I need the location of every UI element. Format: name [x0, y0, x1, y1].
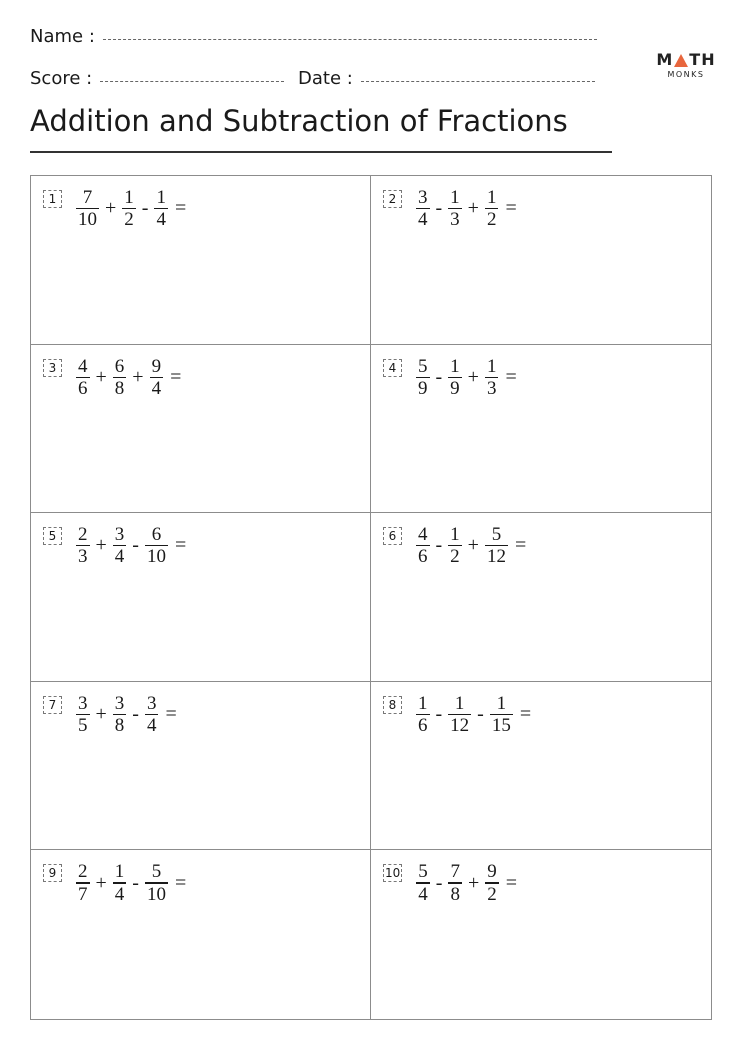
numerator: 1 [486, 355, 497, 377]
denominator: 2 [450, 546, 460, 568]
fraction [122, 188, 136, 229]
operator: - [477, 702, 484, 725]
numerator: 6 [151, 524, 162, 546]
denominator: 8 [114, 377, 125, 399]
problem-expression [43, 357, 181, 398]
numerator: 2 [78, 524, 88, 546]
operator: + [95, 871, 107, 894]
fraction [416, 188, 430, 229]
fraction [113, 525, 127, 566]
operator: - [435, 365, 443, 388]
numerator: 9 [487, 861, 497, 883]
fraction [416, 862, 430, 903]
equals-sign: = [174, 871, 187, 894]
problem-number: 3 [43, 359, 62, 377]
logo-wordmark [654, 52, 718, 68]
logo-letter-m: M [656, 50, 674, 69]
numerator: 4 [78, 355, 88, 377]
fraction [448, 694, 471, 735]
problem-cell[interactable] [31, 345, 371, 514]
operator: + [105, 197, 117, 220]
denominator: 8 [450, 883, 460, 905]
numerator: 1 [486, 187, 497, 208]
denominator: 12 [450, 715, 470, 737]
date-blank[interactable] [361, 81, 595, 82]
problem-number: 10 [385, 866, 401, 881]
denominator: 3 [450, 209, 460, 231]
problem-number: 2 [383, 190, 402, 208]
problem-expression [43, 188, 186, 229]
denominator: 4 [418, 209, 428, 231]
name-blank[interactable] [103, 39, 597, 40]
denominator: 6 [78, 377, 88, 399]
denominator: 10 [146, 883, 166, 905]
denominator: 9 [418, 377, 428, 399]
fraction [448, 525, 462, 566]
fraction [485, 357, 499, 398]
denominator: 4 [151, 377, 162, 399]
problem-expression [383, 525, 526, 566]
numerator: 5 [491, 524, 502, 546]
problem-cell[interactable] [31, 513, 371, 682]
operator: - [141, 197, 149, 220]
problem-number: 4 [383, 359, 402, 377]
score-label: Score : [30, 68, 93, 89]
fraction [416, 525, 430, 566]
denominator: 4 [156, 209, 166, 231]
numerator: 3 [146, 692, 157, 714]
operator: + [467, 871, 480, 894]
fraction [76, 357, 90, 398]
logo-letters-th: TH [689, 50, 716, 69]
problem-number: 9 [43, 864, 62, 882]
problem-expression [43, 525, 186, 566]
name-field-row [30, 26, 597, 47]
problem-cell[interactable] [31, 176, 371, 345]
operator: + [132, 365, 144, 388]
fraction [76, 188, 99, 229]
denominator: 4 [114, 546, 125, 568]
logo-triangle-icon [674, 54, 688, 67]
numerator: 7 [82, 187, 93, 208]
numerator: 1 [450, 187, 460, 208]
numerator: 4 [418, 524, 428, 546]
numerator: 3 [114, 692, 125, 714]
date-group [298, 68, 595, 89]
problem-number: 7 [43, 696, 62, 714]
numerator: 1 [124, 187, 134, 208]
denominator: 9 [450, 377, 460, 399]
equals-sign: = [170, 365, 182, 388]
score-date-row [30, 68, 353, 89]
problem-cell[interactable] [371, 850, 711, 1019]
fraction [490, 694, 513, 735]
equals-sign: = [505, 871, 518, 894]
denominator: 4 [146, 715, 157, 737]
operator: - [132, 871, 139, 894]
denominator: 2 [487, 883, 497, 905]
equals-sign: = [505, 197, 517, 220]
operator: - [132, 534, 139, 557]
operator: - [435, 871, 443, 894]
problem-cell[interactable] [371, 345, 711, 514]
fraction [76, 862, 90, 903]
fraction [416, 357, 430, 398]
numerator: 7 [450, 861, 460, 883]
numerator: 6 [114, 355, 125, 377]
problem-expression [383, 357, 517, 398]
problem-cell[interactable] [371, 682, 711, 851]
problem-number: 8 [383, 696, 402, 714]
fraction [113, 694, 127, 735]
operator: + [467, 365, 479, 388]
fraction [485, 862, 499, 903]
math-monks-logo [654, 52, 718, 79]
operator: + [95, 365, 107, 388]
numerator: 1 [454, 692, 465, 714]
operator: - [132, 702, 139, 725]
problem-cell[interactable] [371, 513, 711, 682]
numerator: 1 [450, 524, 460, 546]
numerator: 3 [418, 187, 428, 208]
equals-sign: = [514, 534, 527, 557]
fraction [145, 862, 168, 903]
fraction [113, 862, 127, 903]
problem-expression [43, 694, 177, 735]
problem-number: 5 [43, 527, 62, 545]
fraction [416, 694, 430, 735]
equals-sign: = [519, 702, 532, 725]
fraction [448, 862, 462, 903]
numerator: 5 [418, 861, 428, 883]
numerator: 5 [151, 861, 162, 883]
problem-cell[interactable] [371, 176, 711, 345]
equals-sign: = [174, 534, 187, 557]
denominator: 15 [491, 715, 511, 737]
operator: + [95, 534, 107, 557]
denominator: 10 [78, 209, 97, 231]
fraction [76, 694, 90, 735]
title-underline [30, 151, 612, 153]
fraction [485, 525, 508, 566]
numerator: 1 [450, 355, 460, 377]
fraction [150, 357, 164, 398]
fraction [154, 188, 168, 229]
denominator: 4 [114, 883, 125, 905]
date-label: Date : [298, 68, 353, 89]
equals-sign: = [174, 197, 187, 220]
denominator: 3 [78, 546, 88, 568]
problem-grid [30, 175, 712, 1020]
operator: + [95, 702, 107, 725]
operator: - [435, 702, 443, 725]
name-label: Name : [30, 26, 95, 47]
denominator: 7 [78, 883, 88, 905]
equals-sign: = [505, 365, 517, 388]
numerator: 1 [156, 187, 166, 208]
fraction [113, 357, 127, 398]
fraction [485, 188, 499, 229]
numerator: 3 [114, 524, 125, 546]
denominator: 8 [114, 715, 125, 737]
worksheet-title: Addition and Subtraction of Fractions [30, 104, 568, 138]
equals-sign: = [165, 702, 177, 725]
fraction [145, 694, 159, 735]
denominator: 6 [418, 546, 428, 568]
problem-number: 1 [43, 190, 62, 208]
fraction [448, 357, 462, 398]
numerator: 5 [418, 355, 428, 377]
denominator: 10 [146, 546, 166, 568]
problem-expression [43, 862, 186, 903]
problem-expression [383, 694, 531, 735]
score-blank[interactable] [100, 81, 284, 82]
problem-cell[interactable] [31, 682, 371, 851]
denominator: 6 [418, 715, 428, 737]
fraction [76, 525, 90, 566]
operator: - [435, 197, 443, 220]
numerator: 3 [78, 692, 88, 714]
operator: + [467, 534, 479, 557]
problem-cell[interactable] [31, 850, 371, 1019]
problem-number: 6 [383, 527, 402, 545]
numerator: 1 [418, 692, 428, 714]
problem-expression [383, 862, 517, 903]
fraction [145, 525, 168, 566]
denominator: 2 [486, 209, 497, 231]
denominator: 5 [78, 715, 88, 737]
operator: - [435, 534, 443, 557]
denominator: 12 [486, 546, 506, 568]
denominator: 2 [124, 209, 134, 231]
denominator: 4 [418, 883, 428, 905]
numerator: 1 [114, 861, 125, 883]
logo-subtitle: MONKS [667, 70, 705, 79]
numerator: 2 [78, 861, 88, 883]
numerator: 9 [151, 355, 162, 377]
fraction [448, 188, 462, 229]
operator: + [467, 197, 479, 220]
numerator: 1 [496, 692, 507, 714]
denominator: 3 [486, 377, 497, 399]
problem-expression [383, 188, 517, 229]
